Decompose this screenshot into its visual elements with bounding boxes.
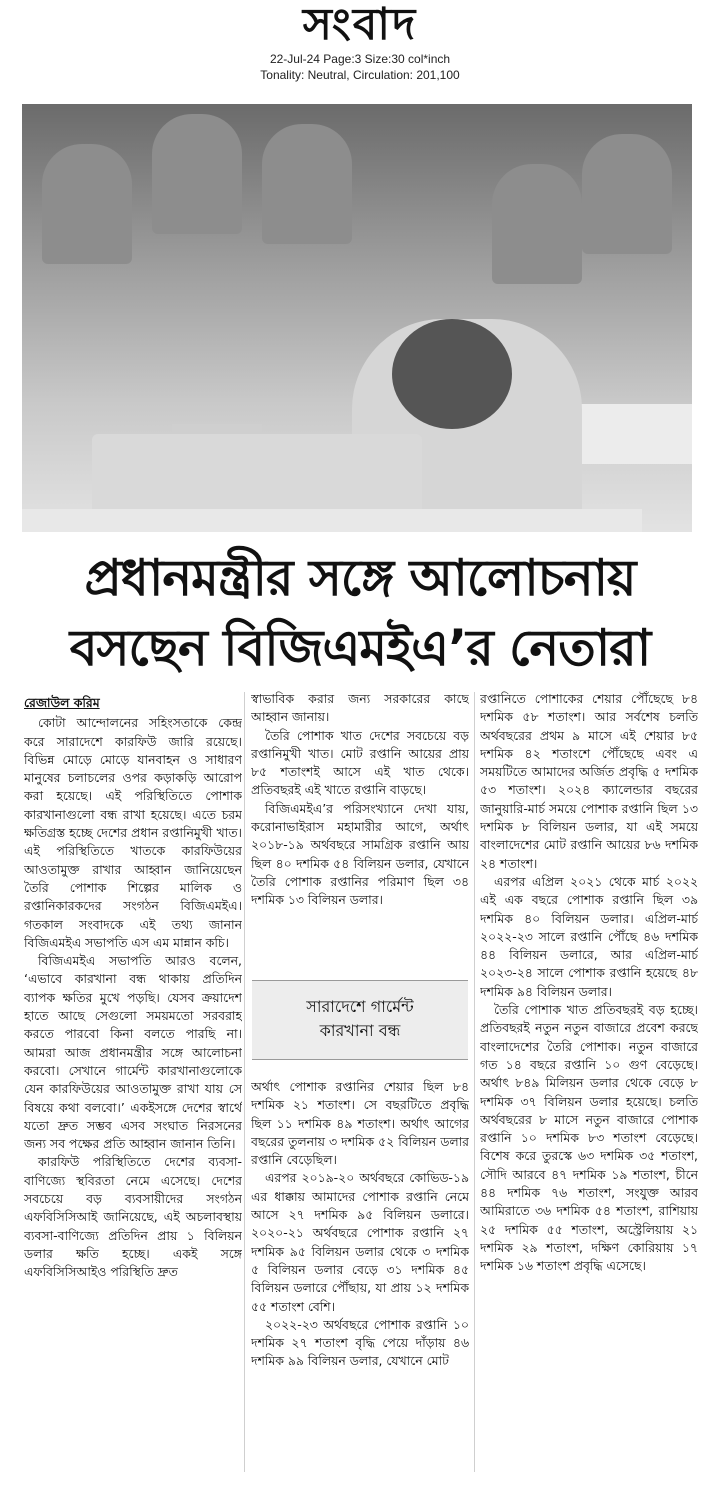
column-divider bbox=[474, 692, 475, 1472]
paragraph: অর্থাৎ পোশাক রপ্তানির শেয়ার ছিল ৮৪ দশমিক ২১ শতাংশ। সে বছরটিতে প্রবৃদ্ধি ছিল ১১ দশমিক ৪৯ শতাংশ। অর্থাৎ আগের বছরের তুলনায় ৩ দশমিক ৫২ বিলিয়ন ডলার রপ্তানি বেড়েছিল। bbox=[251, 1079, 469, 1168]
background-worker bbox=[582, 134, 672, 254]
paragraph: তৈরি পোশাক খাত প্রতিবছরই বড় হচ্ছে। প্রতিবছরই নতুন নতুন বাজারে প্রবেশ করছে বাংলাদেশের তৈরি পোশাক। নতুন বাজারে গত ১৪ বছরে রপ্তানি ১০ গুণ বেড়েছে। অর্থাৎ ৮৪৯ মিলিয়ন ডলার থেকে বেড়ে ৮ দশমিক ৩৭ বিলিয়ন ডলার হয়েছে। চলতি অর্থবছরের ৮ মাসে নতুন বাজারে পোশাক রপ্তানি ১০ দশমিক ৮৩ শতাংশ বেড়েছে। বিশেষ করে তুরস্কে ৬৩ দশমিক ৩৫ শতাংশ, সৌদি আরবে ৪৭ দশমিক ১৯ শতাংশ, চীনে ৪৪ দশমিক ৭৬ শতাংশ, সংযুক্ত আরব আমিরাতে ৩৬ দশমিক ৫৪ শতাংশ, রাশিয়ায় ২৫ দশমিক ৫৫ শতাংশ, অস্ট্রেলিয়ায় ২১ দশমিক ২৯ শতাংশ, দক্ষিণ কোরিয়ায় ১৭ দশমিক ১৬ শতাংশ প্রবৃদ্ধি এসেছে। bbox=[480, 1002, 698, 1274]
background-worker bbox=[152, 114, 242, 234]
paragraph: এরপর এপ্রিল ২০২১ থেকে মার্চ ২০২২ এই এক বছরে পোশাক রপ্তানি ছিল ৩৯ দশমিক ৪০ বিলিয়ন ডলার। এপ্রিল-মার্চ ২০২২-২৩ সালে রপ্তানি পৌঁছে ৪৬ দশমিক ৪৪ বিলিয়ন ডলারে, আর এপ্রিল-মার্চ ২০২৩-২৪ সালে পোশাক রপ্তানি হয়েছে ৪৮ দশমিক ৯৪ বিলিয়ন ডলার। bbox=[480, 873, 698, 999]
clipping-meta-date: 22-Jul-24 Page:3 Size:30 col*inch bbox=[269, 52, 451, 66]
paragraph: কারফিউ পরিস্থিতিতে দেশের ব্যবসা-বাণিজ্যে স্থবিরতা নেমে এসেছে। দেশের সবচেয়ে বড় ব্যবসায়ীদের সংগঠন এফবিসিসিআই জানিয়েছে, এই অচলাবস্থায় ব্যবসা-বাণিজ্যে প্রতিদিন প্রায় ১ বিলিয়ন ডলার ক্ষতি হচ্ছে। একই সঙ্গে এফবিসিসিআইও পরিস্থিতি দ্রুত bbox=[24, 1154, 242, 1280]
work-table bbox=[22, 509, 642, 532]
masthead bbox=[0, 0, 720, 88]
pull-quote-line-1: সারাদেশে গার্মেন্ট bbox=[306, 997, 414, 1016]
pull-quote-box bbox=[252, 980, 468, 1060]
pull-quote-line-2: কারখানা বন্ধ bbox=[319, 1021, 401, 1040]
headline-line-2: বসছেন বিজিএমইএ’র নেতারা bbox=[69, 619, 651, 677]
newspaper-logo: সংবাদ bbox=[302, 0, 418, 50]
background-worker bbox=[492, 164, 582, 284]
paragraph: রপ্তানিতে পোশাকের শেয়ার পৌঁছেছে ৮৪ দশমিক ৫৮ শতাংশ। আর সর্বশেষ চলতি অর্থবছরের প্রথম ৯ মাসে এই শেয়ার ৮৫ দশমিক ৪২ শতাংশে পৌঁছেছে এবং এ সময়টিতে আমাদের অর্জিত প্রবৃদ্ধি ৫ দশমিক ৫৩ শতাংশ। ২০২৪ ক্যালেন্ডার বছরের জানুয়ারি-মার্চ সময়ে পোশাক রপ্তানি ছিল ১৩ দশমিক ৮ বিলিয়ন ডলার, যা এই সময়ে বাংলাদেশের মোট রপ্তানি আয়ের ৮৬ দশমিক ২৪ শতাংশ। bbox=[480, 691, 698, 871]
article-column-1 bbox=[24, 694, 242, 1484]
article-column-3 bbox=[480, 690, 698, 1480]
seamstress-head bbox=[392, 319, 512, 429]
byline: রেজাউল করিম bbox=[24, 695, 100, 710]
background-worker bbox=[42, 144, 132, 264]
paragraph: বিজিএমইএ’র পরিসংখ্যানে দেখা যায়, করোনাভাইরাস মহামারীর আগে, অর্থাৎ ২০১৮-১৯ অর্থবছরে সামগ্রিক রপ্তানি আয় ছিল ৪০ দশমিক ৫৪ বিলিয়ন ডলার, যেখানে তৈরি পোশাক রপ্তানির পরিমাণ ছিল ৩৪ দশমিক ১৩ বিলিয়ন ডলার। bbox=[251, 800, 469, 908]
article-column-2-top bbox=[251, 690, 469, 962]
paragraph: ২০২২-২৩ অর্থবছরে পোশাক রপ্তানি ১০ দশমিক ২৭ শতাংশ বৃদ্ধি পেয়ে দাঁড়ায় ৪৬ দশমিক ৯৯ বিলিয়ন ডলার, যেখানে মোট bbox=[251, 1316, 469, 1369]
background-worker bbox=[262, 124, 352, 244]
garment-factory-photo bbox=[22, 104, 692, 532]
column-divider bbox=[244, 692, 245, 1472]
paragraph: এরপর ২০১৯-২০ অর্থবছরে কোভিড-১৯ এর ধাক্কায় আমাদের পোশাক রপ্তানি নেমে আসে ২৭ দশমিক ৯৫ বিলিয়ন ডলারে। ২০২০-২১ অর্থবছরে পোশাক রপ্তানি ২৭ দশমিক ৯৫ বিলিয়ন ডলার থেকে ৩ দশমিক ৫ বিলিয়ন ডলার বেড়ে ৩১ দশমিক ৪৫ বিলিয়ন ডলারে পৌঁছায়, যা প্রায় ১২ দশমিক ৫৫ শতাংশ বেশি। bbox=[251, 1170, 469, 1314]
article-column-2-bottom bbox=[251, 1078, 469, 1478]
clipping-meta-tonality: Tonality: Neutral, Circulation: 201,100 bbox=[260, 68, 460, 82]
paragraph: তৈরি পোশাক খাত দেশের সবচেয়ে বড় রপ্তানিমুখী খাত। মোট রপ্তানি আয়ের প্রায় ৮৫ শতাংশই আসে এই খাত থেকে। প্রতিবছরই এই খাতে রপ্তানি বাড়ছে। bbox=[251, 727, 469, 798]
paragraph: কোটা আন্দোলনের সহিংসতাকে কেন্দ্র করে সারাদেশে কারফিউ জারি রয়েছে। বিভিন্ন মোড়ে মোড়ে যানবাহন ও সাধারণ মানুষের চলাচলের ওপর কড়াকড়ি আরোপ করা হয়েছে। এই পরিস্থিতিতে পোশাক কারখানাগুলো বন্ধ রাখা হয়েছে। এতে চরম ক্ষতিগ্রস্ত হচ্ছে দেশের প্রধান রপ্তানিমুখী খাত। এই পরিস্থিতিতে খাতকে কারফিউয়ের আওতামুক্ত রাখার আহ্বান জানিয়েছেন তৈরি পোশাক শিল্পের মালিক ও রপ্তানিকারকদের সংগঠন বিজিএমইএ। গতকাল সংবাদকে এই তথ্য জানান বিজিএমইএ সভাপতি এস এম মান্নান কচি। bbox=[24, 715, 242, 950]
headline-line-1: প্রধানমন্ত্রীর সঙ্গে আলোচনায় bbox=[84, 549, 636, 607]
paragraph: বিজিএমইএ সভাপতি আরও বলেন, ‘এভাবে কারখানা বন্ধ থাকায় প্রতিদিন ব্যাপক ক্ষতির মুখে পড়ছি। যেসব ক্রয়াদেশ হাতে আছে সেগুলো সময়মতো সরবরাহ করতে পারবো কিনা বলতে পারছি না। আমরা আজ প্রধানমন্ত্রীর সঙ্গে আলোচনা করবো। সেখানে গার্মেন্ট কারখানাগুলোকে যেন কারফিউয়ের আওতামুক্ত রাখা যায় সে বিষয়ে কথা বলবো।’ একইসঙ্গে দেশের স্বার্থে যতো দ্রুত সম্ভব এসব সংঘাত নিরসনের জন্য সব পক্ষের প্রতি আহ্বান জানান তিনি। bbox=[24, 953, 242, 1152]
paragraph: স্বাভাবিক করার জন্য সরকারের কাছে আহ্বান জানায়। bbox=[251, 691, 469, 725]
